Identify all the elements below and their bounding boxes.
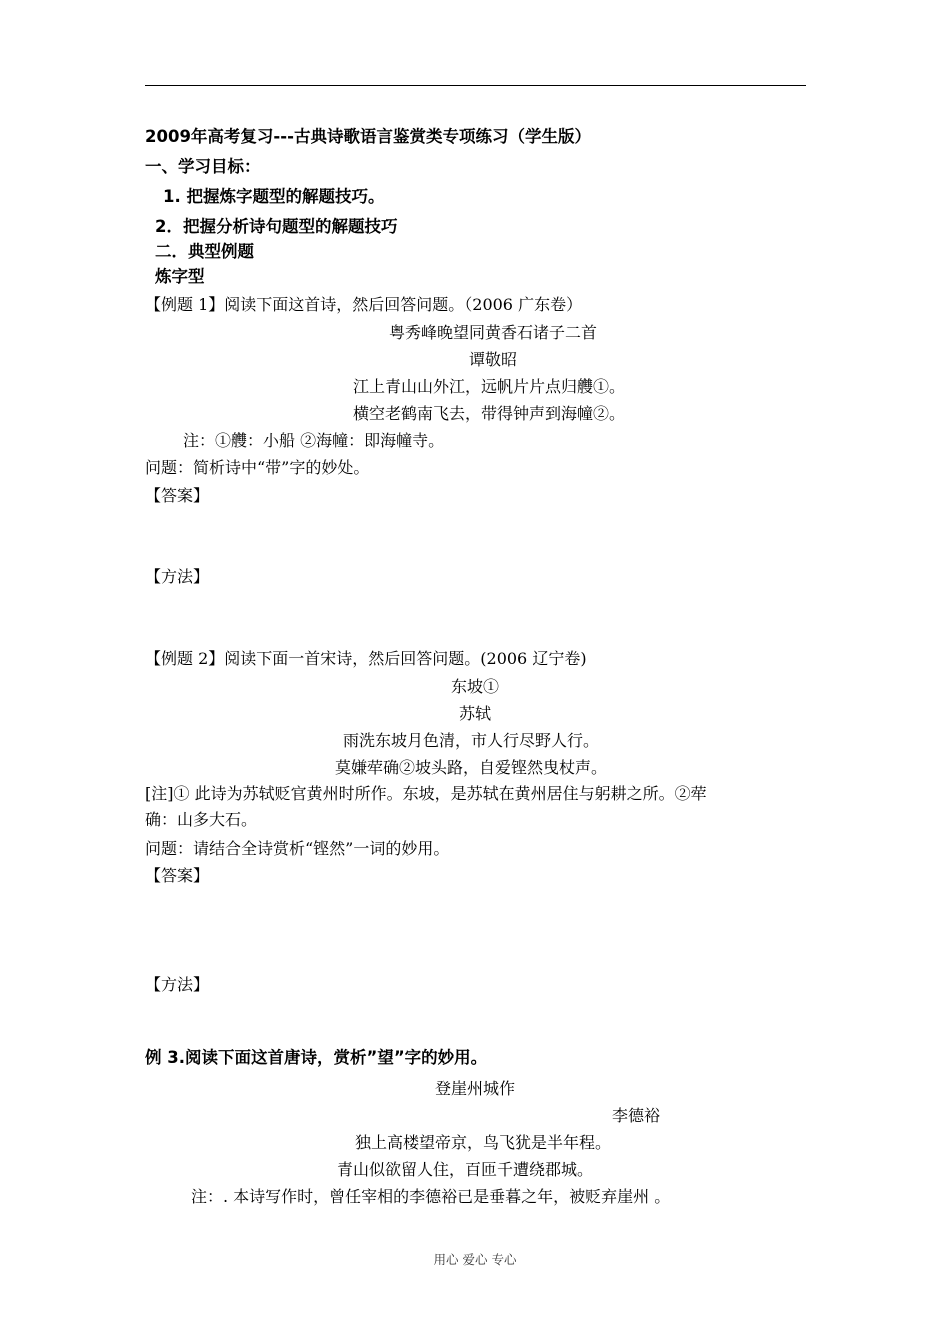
header-rule: [145, 85, 806, 86]
example1-intro: 【例题 1】阅读下面这首诗，然后回答问题。（2006 广东卷）: [145, 295, 583, 314]
section2-heading: 二．典型例题: [155, 242, 254, 261]
example2-method-label: 【方法】: [145, 975, 210, 994]
example3-poem-title: 登崖州城作: [434, 1079, 516, 1098]
example1-poem-title: 粤秀峰晚望同黄香石诸子二首: [388, 323, 598, 342]
section1-heading: 一、学习目标：: [145, 157, 261, 176]
example1-note: 注：①艭：小船 ②海幢：即海幢寺。: [183, 431, 445, 450]
example2-poem-line: 莫嫌荦确②坡头路，自爱铿然曳杖声。: [334, 758, 608, 777]
example1-question: 问题：简析诗中“带”字的妙处。: [145, 458, 370, 477]
example1-poem-line: 江上青山山外江，远帆片片点归艭①。: [352, 377, 626, 396]
example2-note-line: [注]① 此诗为苏轼贬官黄州时所作。东坡，是苏轼在黄州居住与躬耕之所。②荦: [145, 784, 707, 803]
example3-intro: 例 3.阅读下面这首唐诗，赏析”望”字的妙用。: [145, 1048, 488, 1067]
example1-poem-line: 横空老鹤南飞去，带得钟声到海幢②。: [352, 404, 626, 423]
example1-answer-label: 【答案】: [145, 486, 210, 505]
example2-question: 问题：请结合全诗赏析“铿然”一词的妙用。: [145, 839, 450, 858]
page-footer: 用心 爱心 专心: [433, 1252, 517, 1267]
example2-intro: 【例题 2】阅读下面一首宋诗，然后回答问题。(2006 辽宁卷): [145, 649, 587, 668]
example2-poem-line: 雨洗东坡月色清，市人行尽野人行。: [342, 731, 600, 750]
example1-method-label: 【方法】: [145, 567, 210, 586]
page-title: 2009年高考复习---古典诗歌语言鉴赏类专项练习（学生版）: [145, 127, 591, 146]
example2-poem-title: 东坡①: [450, 677, 500, 696]
example2-note-line: 确：山多大石。: [145, 810, 258, 829]
goal-2: 2．把握分析诗句题型的解题技巧: [155, 217, 398, 236]
example3-poem-line: 独上高楼望帝京，鸟飞犹是半年程。: [354, 1133, 612, 1152]
example2-author: 苏轼: [458, 704, 492, 723]
section2-subheading: 炼字型: [155, 267, 205, 286]
goal-1: 1. 把握炼字题型的解题技巧。: [163, 187, 385, 206]
example2-answer-label: 【答案】: [145, 866, 210, 885]
example3-note: 注：. 本诗写作时，曾任宰相的李德裕已是垂暮之年，被贬弃崖州 。: [191, 1187, 671, 1206]
example3-author: 李德裕: [612, 1106, 661, 1125]
example3-poem-line: 青山似欲留人住，百匝千遭绕郡城。: [336, 1160, 594, 1179]
example1-author: 谭敬昭: [468, 350, 518, 369]
